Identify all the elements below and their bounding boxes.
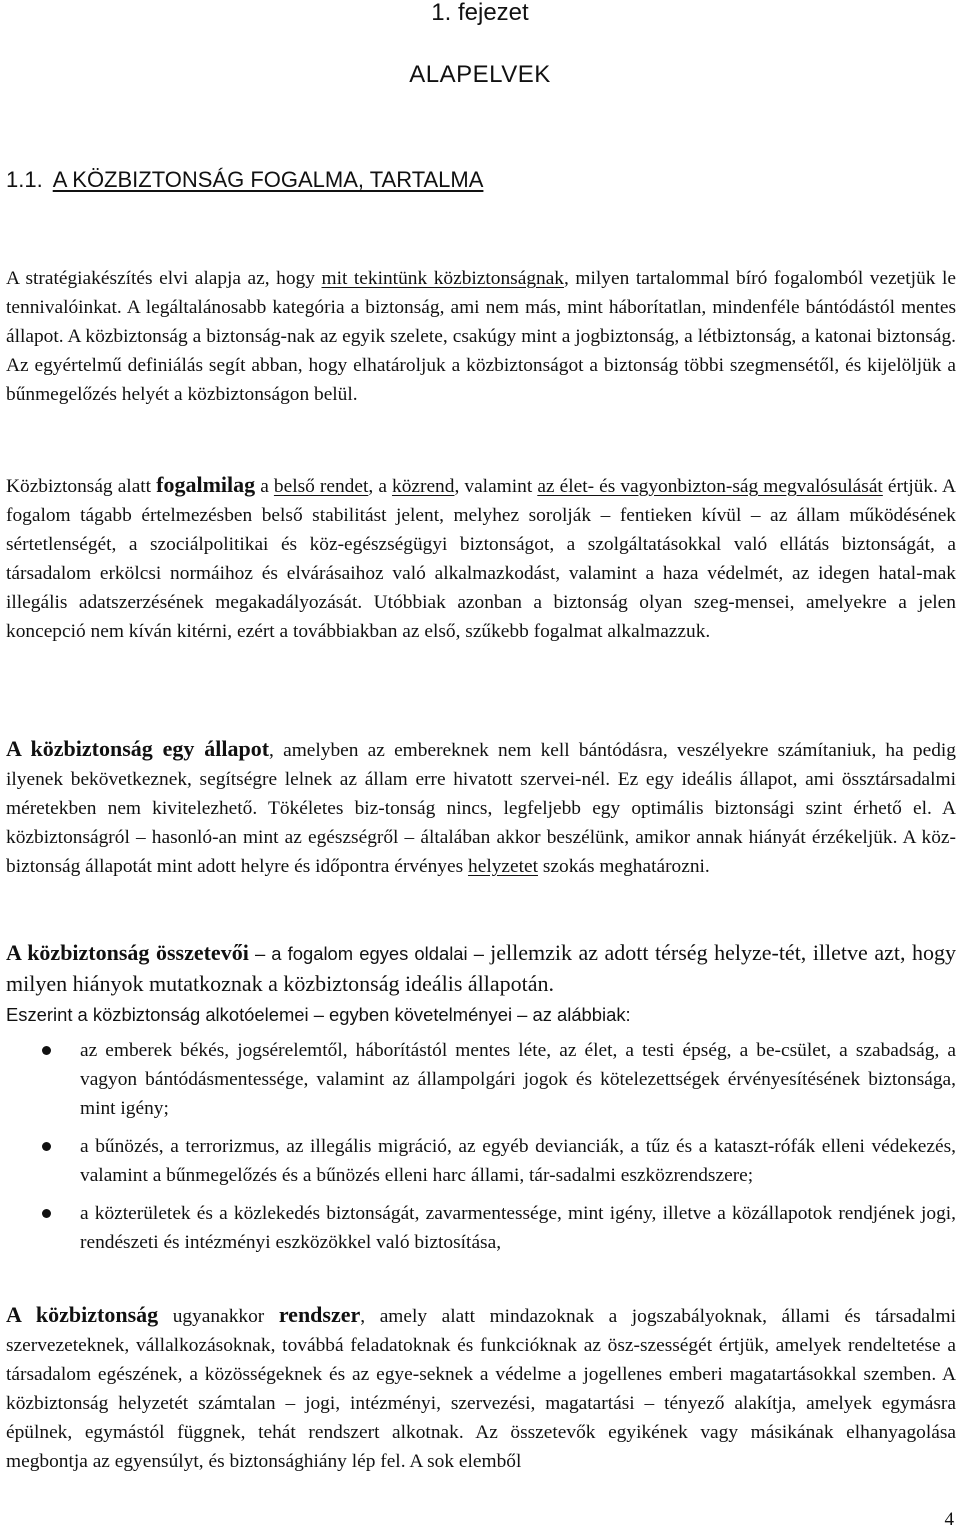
chapter-title: ALAPELVEK <box>409 61 551 88</box>
bold-term: A közbiztonság összetevői <box>6 940 249 965</box>
text-run: jellemzik az adott térség helyze-tét, illetve azt, hogy milyen hiányok mutatkoznak a közbiztonság ideális állapotán. <box>6 940 956 996</box>
section-title: A KÖZBIZTONSÁG FOGALMA, TARTALMA <box>52 167 484 192</box>
bullet-icon <box>42 1142 51 1151</box>
chapter-label: 1. fejezet <box>431 0 529 26</box>
underlined-phrase: közrend <box>392 476 455 497</box>
text-run: Eszerint a közbiztonság alkotóelemei – egyben követelményei – az alábbiak: <box>6 1004 631 1025</box>
list-item-text: a közterületek és a közlekedés biztonságát, zavarmentessége, mint igény, illetve a közállapotok rendjének jogi, rendészeti és intézményi eszközökkel való biztosítása, <box>80 1203 956 1253</box>
section-heading <box>6 166 483 194</box>
paragraph-system <box>6 1300 956 1476</box>
text-run: Közbiztonság alatt <box>6 476 157 497</box>
paragraph-state <box>6 734 956 881</box>
underlined-phrase: mit tekintünk közbiztonságnak <box>321 268 565 289</box>
section-number: 1.1. <box>6 167 43 192</box>
text-run: a <box>255 476 274 497</box>
text-run: értjük. A fogalom tágabb értelmezésben belső stabilitást jelent, melyhez sorolják – fentieken kívül – az állam működésének sértetlenségét, a szociálpolitikai és köz-egészségügyi biztonságot, a szolgáltatásokkal való ellátás biztonságát, a társadalom erkölcsi normáihoz és elvárásaihoz való alkalmazkodást, valamint a haza védelmét, az idegen hatal-mak illegális adatszerzésének megakadályozását. Utóbbiak azonban a biztonság olyan szeg-mensei, amelyekre a jelen koncepció nem kíván kitérni, ezért a továbbiakban az első, szűkebb fogalmat alkalmazzuk. <box>6 476 956 642</box>
text-run: , a <box>368 476 392 497</box>
text-run: , milyen tartalommal bíró fogalomból vezetjük le tennivalóinkat. A legáltalánosabb kategória a biztonság, ami nem más, mint háborítatlan, mindenféle bántódástól mentes állapot. A közbiztonság a biztonság-nak az egyik szelete, csakúgy mint a jogbiztonság, a létbiztonság, a katonai biztonság. Az egyértelmű definiálás segít abban, hogy elhatároljuk a közbiztonságot a biztonság többi szegmensétől, és kijelöljük a bűnmegelőzés helyét a közbiztonságon belül. <box>6 268 956 405</box>
list-item <box>0 1132 956 1190</box>
bold-term: A közbiztonság <box>6 1302 159 1327</box>
text-run: , amelyben az embereknek nem kell bántódásra, veszélyekre számítaniuk, ha pedig ilyenek bekövetkeznek, segítségre lelnek az állam erre hivatott szervei-nél. Ez egy ideális állapot, ami össztársadalmi méretekben nem kivitelezhető. Tökéletes biz-tonság nincs, legfeljebb egy optimális biztonsági szint érhető el. A közbiztonságról – hasonló-an mint az egészségről – általában akkor beszélünk, amikor annak hiányát érzékeljük. A köz-biztonság állapotát mint adott helyre és időpontra érvényes <box>6 740 956 877</box>
bold-term: rendszer <box>278 1302 361 1327</box>
paragraph-components <box>6 938 956 1030</box>
list-item-text: a bűnözés, a terrorizmus, az illegális migráció, az egyéb devianciák, a tűz és a kataszt-rófák elleni védekezés, valamint a bűnmegelőzés és a bűnözés elleni harc állami, tár-sadalmi eszközrendszere; <box>80 1136 956 1186</box>
requirements-list <box>0 1036 956 1266</box>
bullet-icon <box>42 1209 51 1218</box>
paragraph-concept <box>6 470 956 646</box>
bullet-icon <box>42 1046 51 1055</box>
bold-term: A közbiztonság egy állapot <box>6 736 270 761</box>
list-item-text: az emberek békés, jogsérelemtől, háborítástól mentes léte, az élet, a testi épség, a be-csület, a szabadság, a vagyon bántódásmentessége, valamint az állampolgári jogok és kötelezettségek érvényesítésének biztonsága, mint igény; <box>80 1040 956 1119</box>
list-item <box>0 1199 956 1257</box>
underlined-phrase: helyzetet <box>468 856 538 877</box>
bold-term: fogalmilag <box>156 472 256 497</box>
text-run: A stratégiakészítés elvi alapja az, hogy <box>6 268 322 289</box>
text-run: szokás meghatározni. <box>538 856 710 877</box>
paragraph-definition <box>6 264 956 409</box>
page-number: 4 <box>944 1509 954 1530</box>
underlined-phrase: az élet- és vagyonbizton-ság megvalósulását <box>537 476 883 497</box>
list-item <box>0 1036 956 1123</box>
text-run: ugyanakkor <box>158 1306 279 1327</box>
text-run: , amely alatt mindazoknak a jogszabályoknak, állami és társadalmi szervezeteknek, vállalkozásoknak, továbbá feladatoknak és funkcióknak az ösz-szességét értjük, amelyek rendeltetése a társadalom egészének, a közösségeknek és az egye-seknek a védelme a jogellenes emberi magatartásokkal szemben. A közbiztonság helyzetét számtalan – jogi, intézményi, szervezési, magatartási – tényező alakítja, amelyek egymásra épülnek, egymástól függnek, tehát rendszert alkotnak. Az összetevők egyikének vagy másikának elhanyagolása megbontja az egyensúlyt, és biztonsághiány lép fel. A sok elemből <box>6 1306 956 1472</box>
underlined-phrase: belső rendet <box>273 476 369 497</box>
text-run: – a fogalom egyes oldalai – <box>248 943 491 964</box>
text-run: , valamint <box>454 476 538 497</box>
